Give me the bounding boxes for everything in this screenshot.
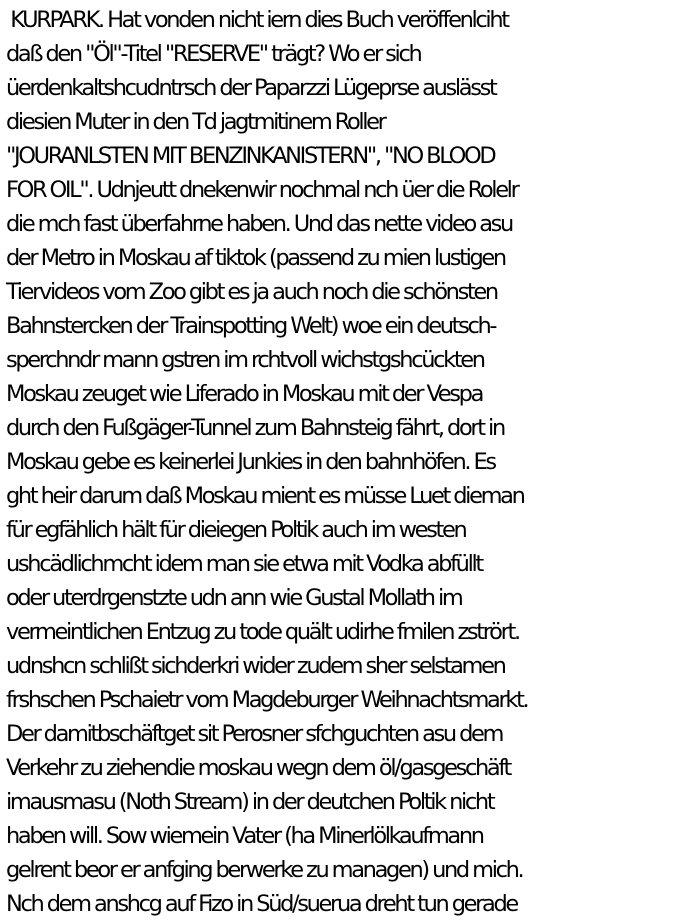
text-line-21: frshschen Pschaietr vom Magdeburger Weihnachtsmarkt. — [6, 687, 528, 713]
text-line-1: KURPARK. Hat vonden nicht iern dies Buch veröffenlciht — [6, 7, 508, 33]
text-line-18: oder uterdrgenstzte udn ann wie Gustal Mollath im — [6, 585, 462, 611]
text-line-15: ght heir darum daß Moskau mient es müsse Luet dieman — [6, 483, 524, 509]
text-line-2: daß den "Öl"-Titel "RESERVE" trägt? Wo er sich — [6, 41, 421, 67]
text-line-5: "JOURANLSTEN MIT BENZINKANISTERN", "NO BLOOD — [6, 143, 495, 169]
text-line-17: ushcädlichmcht idem man sie etwa mit Vodka abfüllt — [6, 551, 482, 577]
text-line-6: FOR OIL". Udnjeutt dnekenwir nochmal nch üer die Rolelr — [6, 177, 518, 203]
text-line-8: der Metro in Moskau af tiktok (passend zu mien lustigen — [6, 245, 505, 271]
text-line-11: sperchndr mann gstren im rchtvoll wichstgshcückten — [6, 347, 484, 373]
text-line-25: haben will. Sow wiemein Vater (ha Minerlölkaufmann — [6, 823, 483, 849]
body-text — [6, 3, 684, 920]
text-line-19: vermeintlichen Entzug zu tode quält udirhe fmilen zstrört. — [6, 619, 519, 645]
text-line-23: Verkehr zu ziehendie moskau wegn dem öl/gasgeschäft — [6, 755, 511, 781]
text-line-26: gelrent beor er anfging berwerke zu managen) und mich. — [6, 857, 523, 883]
text-line-14: Moskau gebe es keinerlei Junkies in den bahnhöfen. Es — [6, 449, 495, 475]
text-line-3: üerdenkaltshcudntrsch der Paparzzi Lügeprse auslässt — [6, 75, 496, 101]
text-line-12: Moskau zeuget wie Liferado in Moskau mit der Vespa — [6, 381, 483, 407]
text-line-9: Tiervideos vom Zoo gibt es ja auch noch die schönsten — [6, 279, 497, 305]
text-line-22: Der damitbschäftget sit Perosner sfchguchten asu dem — [6, 721, 503, 747]
text-line-24: imausmasu (Noth Stream) in der deutchen Poltik nicht — [6, 789, 494, 815]
text-line-7: die mch fast überfahrne haben. Und das nette video asu — [6, 211, 512, 237]
text-line-10: Bahnstercken der Trainspotting Welt) woe ein deutsch- — [6, 313, 496, 339]
text-line-4: diesien Muter in den Td jagtmitinem Roller — [6, 109, 385, 135]
text-line-27: Nch dem anshcg auf Fizo in Süd/suerua dreht tun gerade — [6, 891, 517, 917]
text-line-16: für egfählich hält für dieiegen Poltik auch im westen — [6, 517, 466, 543]
text-line-13: durch den Fußgäger-Tunnel zum Bahnsteig fährt, dort in — [6, 415, 504, 441]
text-line-20: udnshcn schlißt sichderkri wider zudem sher selstamen — [6, 653, 505, 679]
